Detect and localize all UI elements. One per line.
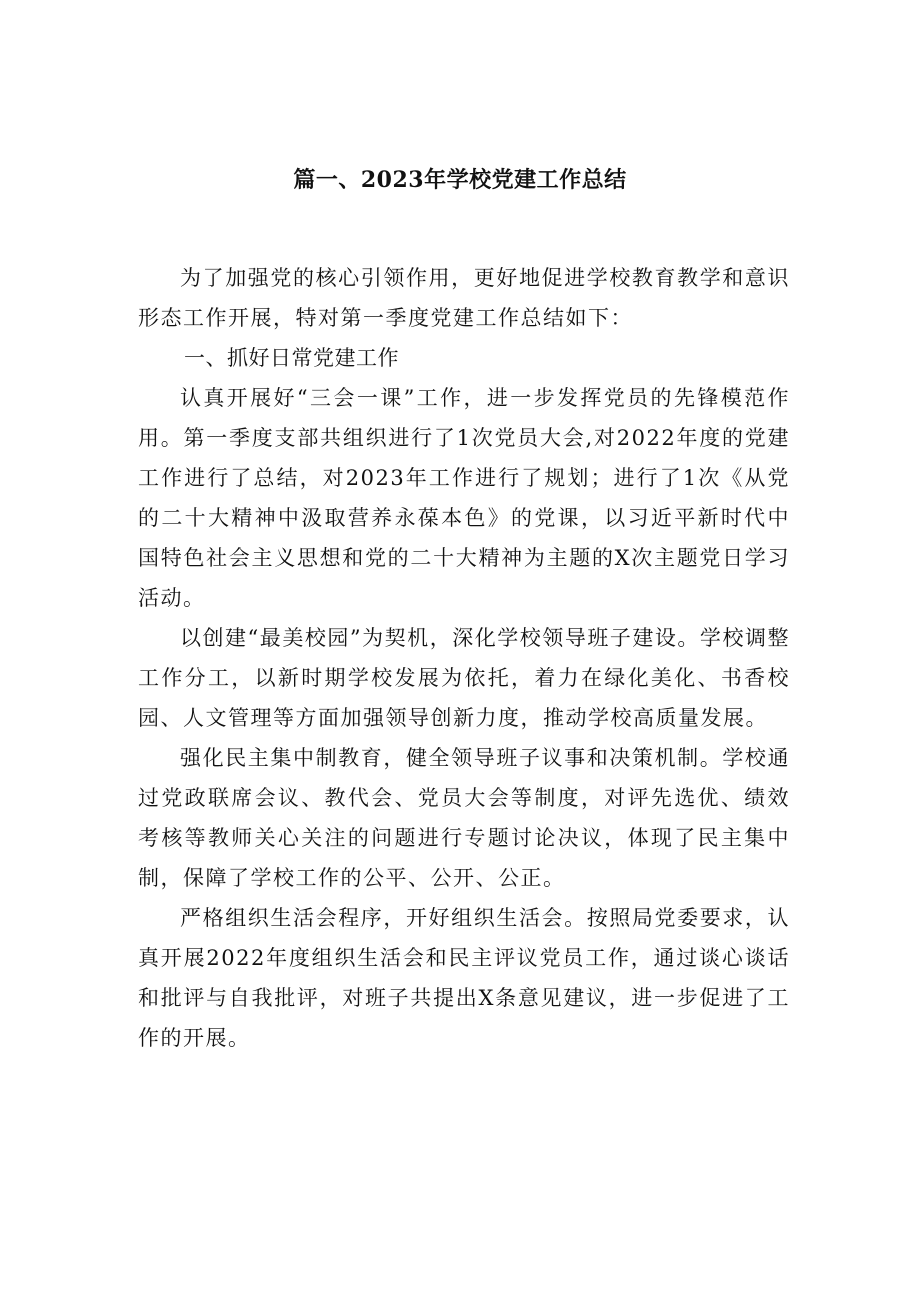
paragraph-organization-meeting: 严格组织生活会程序，开好组织生活会。按照局党委要求，认真开展2022年度组织生活会和民主评议党员工作，通过谈心谈话和批评与自我批评，对班子共提出X条意见建议，进一步促进了工作的开展。 xyxy=(138,906,790,1050)
paragraph-three-meetings: 认真开展好“三会一课”工作，进一步发挥党员的先锋模范作用。第一季度支部共组织进行了1次党员大会,对2022年度的党建工作进行了总结，对2023年工作进行了规划；进行了1次《从党的二十大精神中汲取营养永葆本色》的党课，以习近平新时代中国特色社会主义思想和党的二十大精神为主题的X次主题党日学习活动。 xyxy=(138,386,790,610)
paragraph-best-campus: 以创建“最美校园”为契机，深化学校领导班子建设。学校调整工作分工，以新时期学校发展为依托，着力在绿化美化、书香校园、人文管理等方面加强领导创新力度，推动学校高质量发展。 xyxy=(138,626,790,730)
intro-paragraph: 为了加强党的核心引领作用，更好地促进学校教育教学和意识形态工作开展，特对第一季度党建工作总结如下： xyxy=(138,266,790,330)
document-body xyxy=(138,258,790,1058)
section-heading: 一、抓好日常党建工作 xyxy=(184,346,399,370)
paragraph-democratic-centralism: 强化民主集中制教育，健全领导班子议事和决策机制。学校通过党政联席会议、教代会、党员大会等制度，对评先选优、绩效考核等教师关心关注的问题进行专题讨论决议，体现了民主集中制，保障了学校工作的公平、公开、公正。 xyxy=(138,746,790,890)
document-title: 篇一、2023年学校党建工作总结 xyxy=(293,167,627,193)
